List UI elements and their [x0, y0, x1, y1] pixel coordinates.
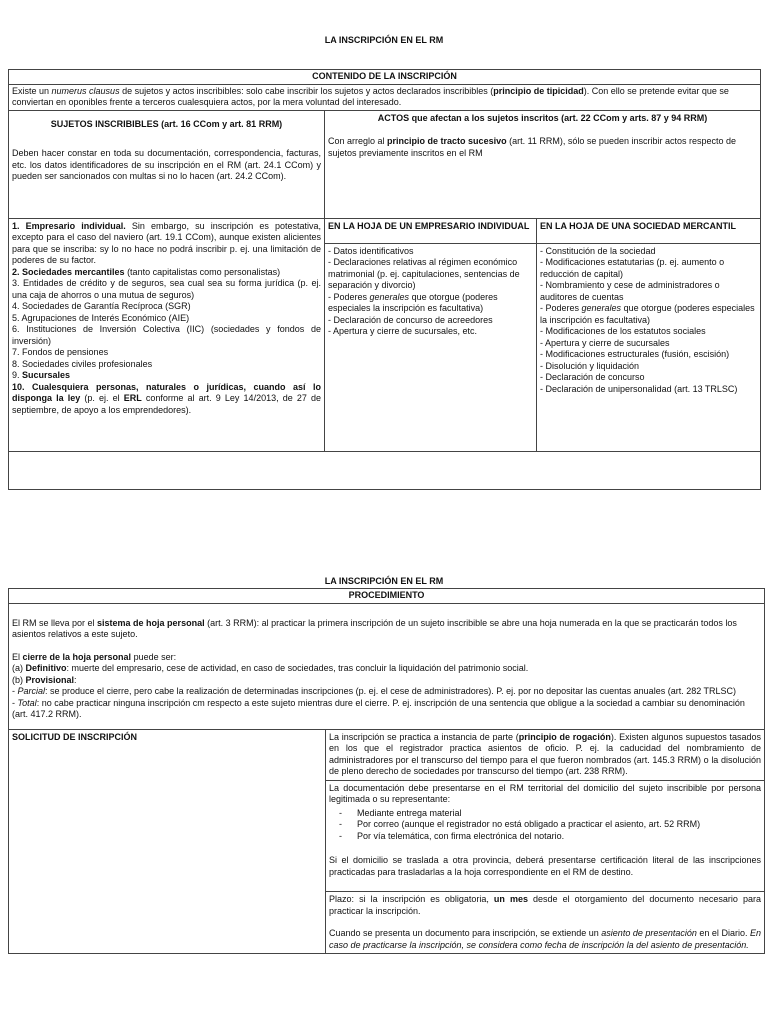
documentacion-cell: [326, 780, 765, 892]
domicilio-text: Si el domicilio se traslada a otra provincia, deberá presentarse certificación literal de las inscripciones practicadas para trasladarlas a la hoja correspondiente en el RM de destino.: [329, 855, 761, 877]
actos-header: ACTOS que afectan a los sujetos inscritos (art. 22 CCom y arts. 87 y 94 RRM): [377, 112, 708, 123]
sujetos-text: Deben hacer constar en toda su documentación, correspondencia, facturas, etc. los datos identificadores de su inscripción en el RM (art. 24.1 CCom) y pueden ser sancionados con multas si no lo hacen (art. 24.2 CCom).: [12, 148, 321, 181]
procedimiento-header: PROCEDIMIENTO: [9, 589, 765, 604]
list-item: - Declaraciones relativas al régimen económico matrimonial (p. ej. capitulaciones, sentencias de separación y divorcio): [328, 257, 520, 290]
documentacion-text: La documentación debe presentarse en el RM territorial del domicilio del sujeto inscribible por persona legitimada o su representante:: [329, 782, 761, 804]
list-item: - Poderes generales que otorgue (poderes especiales la inscripción es facultativa): [540, 303, 755, 325]
list-item: 1. Empresario individual. Sin embargo, su inscripción es potestativa, excepto para el caso del naviero (art. 19.1 CCom), aunque existen alicientes para que se inscriba: sy lo no hace no podrá inscribir p. ej. una limitación de poderes de su factor.: [12, 220, 321, 265]
contenido-table: [8, 69, 761, 490]
procedimiento-text: [9, 603, 765, 729]
list-item: - Constitución de la sociedad: [540, 245, 656, 256]
list-item: - Nombramiento y cese de administradores o auditores de cuentas: [540, 280, 720, 302]
list-item: - Apertura y cierre de sucursales: [540, 337, 670, 348]
list-item: - Modificaciones estructurales (fusión, escisión): [540, 349, 730, 359]
list-item: 7. Fondos de pensiones: [12, 347, 109, 357]
sociedad-header: EN LA HOJA DE UNA SOCIEDAD MERCANTIL: [537, 218, 761, 243]
actos-cell: [325, 110, 761, 218]
documentacion-list: [329, 808, 761, 843]
provisional-text: (b) Provisional:: [12, 674, 77, 685]
page-title-2: LA INSCRIPCIÓN EN EL RM: [324, 576, 444, 586]
list-item: - Por vía telemática, con firma electrónica del notario.: [357, 831, 761, 843]
list-item: - Mediante entrega material: [357, 808, 761, 820]
list-item: 6. Instituciones de Inversión Colectiva (IIC) (sociedades y fondos de inversión): [12, 324, 321, 346]
empresario-list: [325, 243, 537, 451]
empresario-header: EN LA HOJA DE UN EMPRESARIO INDIVIDUAL: [325, 218, 537, 243]
solicitud-header: SOLICITUD DE INSCRIPCIÓN: [9, 729, 326, 954]
actos-text: Con arreglo al principio de tracto sucesivo (art. 11 RRM), sólo se pueden inscribir actos respecto de sujetos previamente inscritos en el RM: [328, 136, 737, 158]
contenido-header: CONTENIDO DE LA INSCRIPCIÓN: [9, 70, 761, 85]
list-item: 5. Agrupaciones de Interés Económico (AIE): [12, 312, 190, 323]
list-item: - Declaración de concurso de acreedores: [328, 314, 493, 325]
list-item: - Modificaciones estatutarias (p. ej. aumento o reducción de capital): [540, 257, 725, 279]
asiento-text: Cuando se presenta un documento para inscripción, se extiende un asiento de presentación en el Diario. En caso de practicarse la inscripción, se considera como fecha de inscripción la del asiento de presentación.: [329, 928, 761, 950]
contenido-intro: Existe un numerus clausus de sujetos y actos inscribibles: solo cabe inscribir los sujetos y actos declarados inscribibles (principio de tipicidad). Con ello se pretende evitar que se conviertan en oponibles frente a terceros cualesquiera actos, por la mera voluntad del interesado.: [9, 84, 761, 110]
list-item: 4. Sociedades de Garantía Recíproca (SGR): [12, 301, 191, 311]
list-item: 9. Sucursales: [12, 370, 71, 380]
plazo-text: Plazo: si la inscripción es obligatoria, un mes desde el otorgamiento del documento necesario para practicar la inscripción.: [329, 894, 762, 916]
list-item: - Apertura y cierre de sucursales, etc.: [328, 326, 478, 336]
sujetos-list: [9, 218, 325, 451]
plazo-cell: [326, 892, 765, 954]
page-title: LA INSCRIPCIÓN EN EL RM: [324, 35, 444, 45]
rogacion-text: La inscripción se practica a instancia de parte (principio de rogación). Existen algunos supuestos tasados en los que el registrador practica asientos de oficio. P. ej. la caducidad del nombramiento de administradores por el transcurso del tiempo para el que fueron nombrados (art. 145.3 RRM) o la disolución de pleno derecho de sociedades por transcurso del tiempo (art. 238 RRM).: [326, 729, 765, 780]
hoja-personal-text: El RM se lleva por el sistema de hoja personal (art. 3 RRM): al practicar la primera inscripción de un sujeto inscribible se abre una hoja numerada en la que se practicarán todos los asientos relativos a este sujeto.: [12, 617, 737, 639]
parcial-text: - Parcial: se produce el cierre, pero cabe la realización de determinadas inscripciones (p. ej. el cese de administradores). P. ej. por no depositar las cuentas anuales (art. 282 TRLSC): [12, 686, 737, 696]
list-item: - Declaración de concurso: [540, 372, 645, 382]
procedimiento-table: [8, 588, 765, 954]
sujetos-cell: [9, 110, 325, 218]
definitivo-text: (a) Definitivo: muerte del empresario, cese de actividad, en caso de sociedades, tras concluir la liquidación del patrimonio social.: [12, 663, 529, 673]
cierre-text: El cierre de la hoja personal puede ser:: [12, 651, 177, 662]
list-item: - Disolución y liquidación: [540, 360, 640, 371]
total-text: - Total: no cabe practicar ninguna inscripción cm respecto a este sujeto mientras dure el cierre. P. ej. inscripción de una sentencia que obligue a la sociedad a cambiar su denominación (art. 417.2 RRM).: [12, 697, 745, 719]
list-item: - Modificaciones de los estatutos sociales: [540, 326, 706, 336]
list-item: - Poderes generales que otorgue (poderes especiales la inscripción es facultativa): [328, 291, 498, 313]
list-item: - Datos identificativos: [328, 245, 414, 256]
list-item: 3. Entidades de crédito y de seguros, sea cual sea su forma jurídica (p. ej. una caja de ahorros o una mutua de seguros): [12, 278, 321, 300]
list-item: - Declaración de unipersonalidad (art. 13 TRLSC): [540, 383, 738, 394]
list-item: 10. Cualesquiera personas, naturales o jurídicas, cuando así lo disponga la ley (p. ej. el ERL conforme al art. 9 Ley 14/2013, de 27 de septiembre, de apoyo a los emprendedores).: [12, 381, 321, 415]
empty-row: [9, 451, 761, 489]
list-item: 2. Sociedades mercantiles (tanto capitalistas como personalistas): [12, 266, 281, 277]
list-item: 8. Sociedades civiles profesionales: [12, 358, 153, 369]
sociedad-list: [537, 243, 761, 451]
sujetos-header: SUJETOS INSCRIBIBLES (art. 16 CCom y art. 81 RRM): [50, 118, 283, 129]
list-item: - Por correo (aunque el registrador no está obligado a practicar el asiento, art. 52 RRM): [357, 819, 761, 831]
